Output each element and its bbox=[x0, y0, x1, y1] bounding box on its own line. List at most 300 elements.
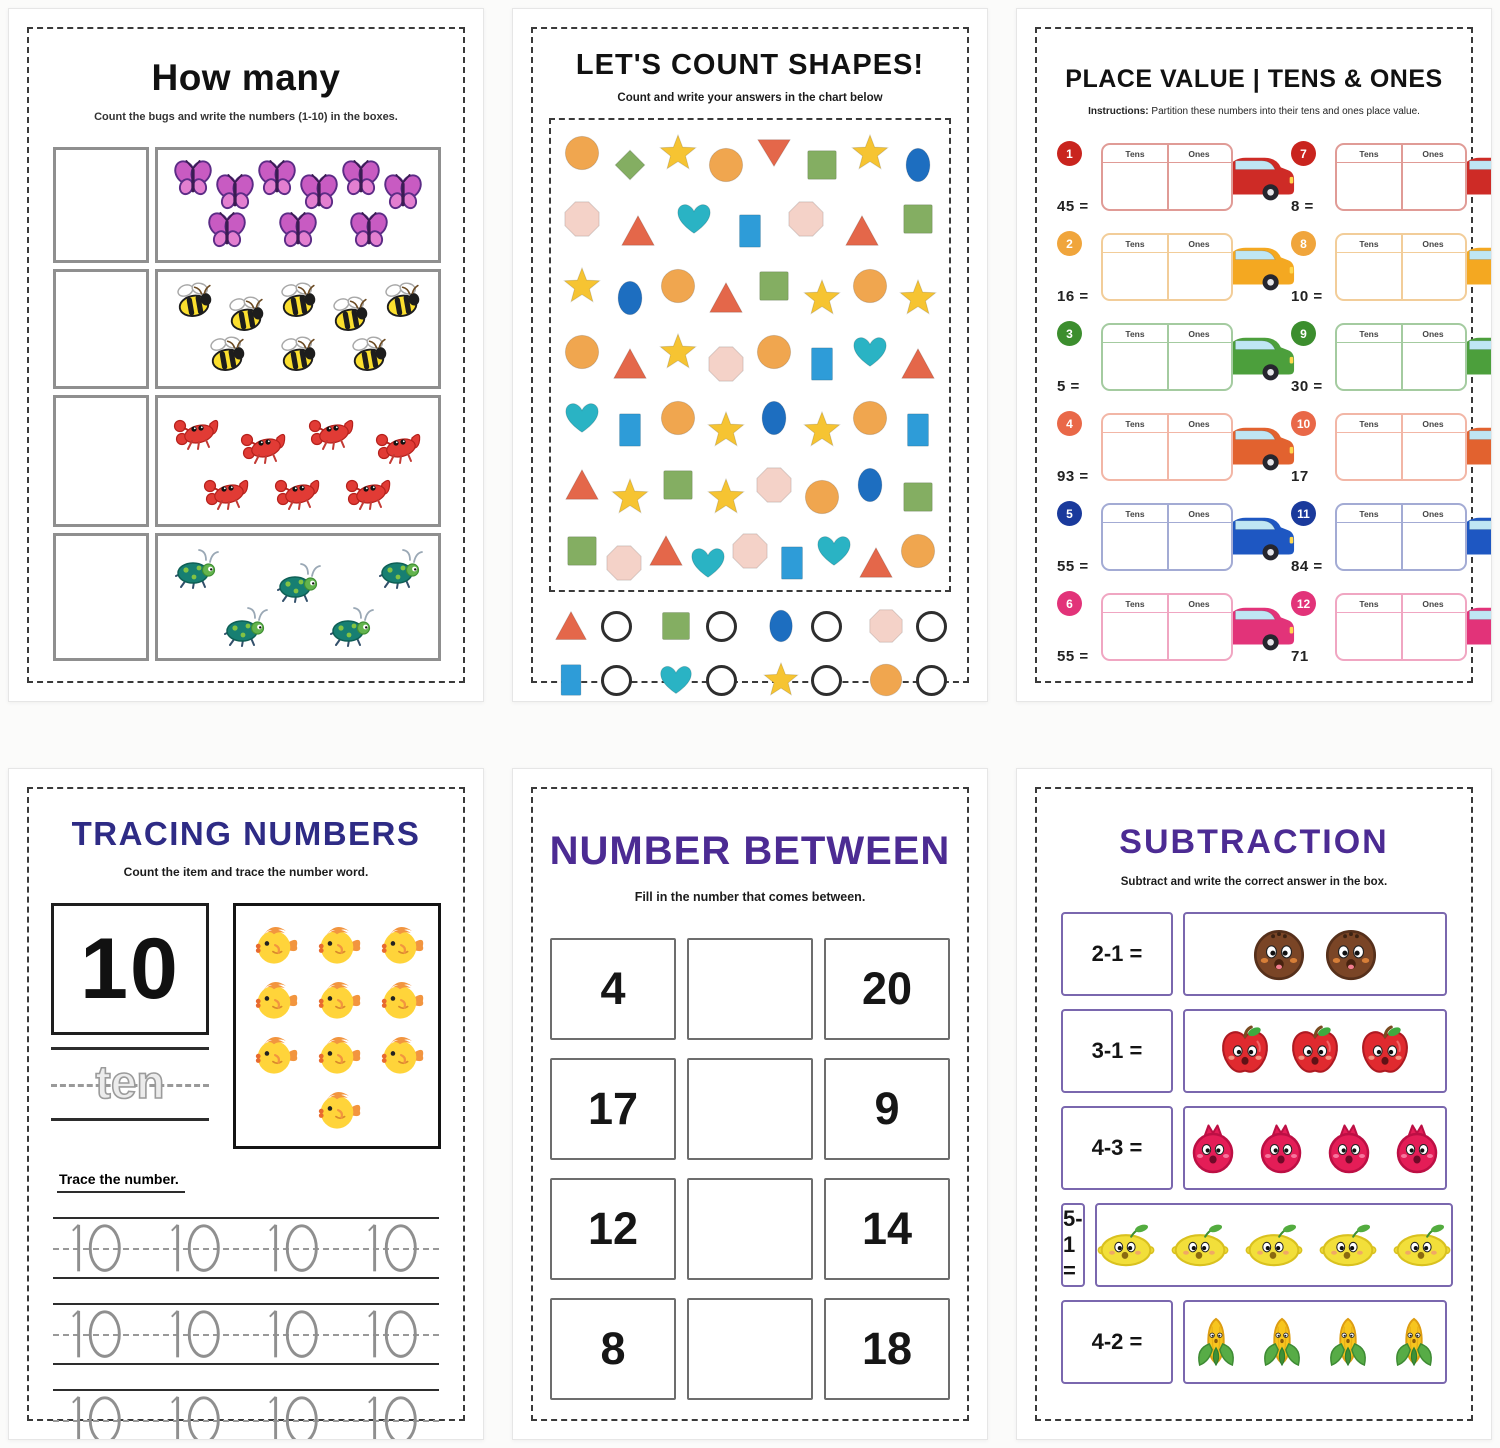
tens-label: Tens bbox=[1359, 329, 1379, 339]
item-number-badge: 1 bbox=[1057, 141, 1082, 166]
circle-shape-icon bbox=[755, 333, 793, 371]
number-box: 8 bbox=[550, 1298, 676, 1400]
star-shape-icon bbox=[659, 333, 697, 371]
tens-write-cell[interactable] bbox=[1103, 523, 1167, 569]
ones-write-cell[interactable] bbox=[1167, 163, 1231, 209]
worksheet-tracing-numbers bbox=[8, 768, 484, 1440]
item-value: 93 = bbox=[1057, 468, 1089, 485]
lemon-icon bbox=[1171, 1216, 1229, 1274]
shape-row bbox=[563, 532, 937, 570]
item-number-badge: 4 bbox=[1057, 411, 1082, 436]
fruit-picture-box bbox=[1183, 1300, 1447, 1384]
subtraction-row bbox=[1061, 1009, 1447, 1093]
butterfly-icon bbox=[340, 158, 382, 200]
tens-ones-area bbox=[1101, 319, 1251, 395]
triangle-shape-icon bbox=[857, 544, 895, 582]
count-answer-box[interactable] bbox=[53, 533, 149, 661]
bug-line bbox=[191, 210, 404, 252]
trace-glyph-row bbox=[53, 1305, 439, 1363]
rect-shape-icon bbox=[731, 212, 769, 250]
butterfly-icon bbox=[206, 210, 248, 252]
instructions-text: Partition these numbers into their tens and ones place value. bbox=[1151, 106, 1420, 117]
shape-row bbox=[563, 134, 937, 172]
count-answer-circle[interactable] bbox=[916, 611, 947, 642]
trace-ten-outline-icon bbox=[264, 1220, 326, 1276]
number-between-grid bbox=[550, 938, 950, 1400]
answer-key-item bbox=[868, 608, 947, 644]
triangle-shape-icon bbox=[611, 345, 649, 383]
lemon-icon bbox=[1319, 1216, 1377, 1274]
triangle-shape-icon bbox=[843, 212, 881, 250]
star-shape-icon bbox=[803, 411, 841, 449]
crab-icon bbox=[374, 420, 424, 470]
star-shape-icon bbox=[707, 411, 745, 449]
page-title: SUBTRACTION bbox=[1119, 823, 1389, 861]
fish-icon bbox=[375, 919, 425, 969]
ones-label: Ones bbox=[1188, 599, 1210, 609]
table-divider bbox=[1167, 325, 1169, 389]
between-answer-box[interactable] bbox=[687, 1298, 813, 1400]
circle-shape-icon bbox=[563, 333, 601, 371]
crab-icon bbox=[239, 420, 289, 470]
tens-ones-area bbox=[1335, 589, 1485, 665]
item-number-badge: 10 bbox=[1291, 411, 1316, 436]
crab-icon bbox=[344, 466, 394, 516]
star-shape-icon bbox=[707, 478, 745, 516]
answer-key-item bbox=[868, 662, 947, 698]
octagon-shape-icon bbox=[787, 200, 825, 238]
butterfly-icon bbox=[298, 172, 340, 214]
tens-write-cell[interactable] bbox=[1337, 343, 1401, 389]
count-answer-circle[interactable] bbox=[706, 611, 737, 642]
subtraction-rows bbox=[1061, 912, 1447, 1384]
page-subtitle: Subtract and write the correct answer in the box. bbox=[1120, 876, 1388, 888]
item-label-column bbox=[1057, 499, 1101, 575]
shapes-field bbox=[549, 118, 951, 592]
between-answer-box[interactable] bbox=[687, 1178, 813, 1280]
answer-key-row bbox=[547, 662, 953, 698]
table-divider bbox=[1167, 235, 1169, 299]
square-shape-icon bbox=[899, 478, 937, 516]
problem-answer-box[interactable]: 4-3 = bbox=[1061, 1106, 1173, 1190]
heart-shape-icon bbox=[563, 399, 601, 437]
trace-writing-line[interactable] bbox=[53, 1389, 439, 1440]
page-subtitle: Count the bugs and write the numbers (1-10) in the boxes. bbox=[94, 111, 398, 123]
bug-line bbox=[168, 544, 428, 592]
tens-ones-table[interactable] bbox=[1335, 413, 1467, 481]
butterfly-icon bbox=[348, 210, 390, 252]
worksheet-subtraction bbox=[1016, 768, 1492, 1440]
triangle-shape-icon bbox=[899, 345, 937, 383]
answer-key-item bbox=[763, 608, 842, 644]
item-label-column bbox=[1291, 319, 1335, 395]
bee-icon bbox=[172, 280, 216, 324]
shape-row bbox=[563, 267, 937, 305]
place-value-item bbox=[1291, 409, 1485, 489]
tens-ones-area bbox=[1101, 229, 1251, 305]
oval-shape-icon bbox=[763, 608, 799, 644]
page-title: PLACE VALUE | TENS & ONES bbox=[1065, 65, 1443, 93]
tens-ones-table[interactable] bbox=[1101, 593, 1233, 661]
beetle-icon bbox=[327, 602, 375, 650]
tens-ones-table[interactable] bbox=[1101, 143, 1233, 211]
butterfly-icon bbox=[256, 158, 298, 200]
shape-row bbox=[563, 399, 937, 437]
tens-write-cell[interactable] bbox=[1337, 523, 1401, 569]
octagon-shape-icon bbox=[707, 345, 745, 383]
item-value: 16 = bbox=[1057, 288, 1089, 305]
fish-icon bbox=[312, 1029, 362, 1079]
ones-write-cell[interactable] bbox=[1401, 523, 1465, 569]
octagon-shape-icon bbox=[868, 608, 904, 644]
item-value: 5 = bbox=[1057, 378, 1080, 395]
item-number-badge: 7 bbox=[1291, 141, 1316, 166]
item-value: 55 = bbox=[1057, 648, 1089, 665]
place-value-item bbox=[1291, 499, 1485, 579]
coconut-icon bbox=[1251, 926, 1307, 982]
corn-icon bbox=[1323, 1317, 1373, 1367]
trace-ten-outline-icon bbox=[166, 1220, 228, 1276]
pomegranate-icon bbox=[1255, 1122, 1307, 1174]
fish-count-box bbox=[233, 903, 441, 1149]
count-answer-circle[interactable] bbox=[706, 665, 737, 696]
item-value: 10 = bbox=[1291, 288, 1323, 305]
page-title: How many bbox=[151, 57, 341, 98]
table-divider bbox=[1401, 235, 1403, 299]
ones-write-cell[interactable] bbox=[1401, 343, 1465, 389]
circle-shape-icon bbox=[899, 532, 937, 570]
problem-answer-box[interactable]: 2-1 = bbox=[1061, 912, 1173, 996]
bug-group bbox=[155, 395, 441, 527]
tens-ones-table[interactable] bbox=[1335, 503, 1467, 571]
rect-shape-icon bbox=[611, 411, 649, 449]
between-answer-box[interactable] bbox=[687, 938, 813, 1040]
triangle-shape-icon bbox=[707, 279, 745, 317]
bee-icon bbox=[347, 334, 391, 378]
item-value: 84 = bbox=[1291, 558, 1323, 575]
tens-ones-area bbox=[1335, 229, 1485, 305]
butterfly-icon bbox=[277, 210, 319, 252]
crab-icon bbox=[172, 406, 222, 456]
ones-label: Ones bbox=[1188, 329, 1210, 339]
ones-label: Ones bbox=[1188, 419, 1210, 429]
corn-icon bbox=[1191, 1317, 1241, 1367]
butterfly-icon bbox=[382, 172, 424, 214]
number-box: 4 bbox=[550, 938, 676, 1040]
place-value-item bbox=[1057, 409, 1251, 489]
item-value: 71 bbox=[1291, 648, 1309, 665]
ones-write-cell[interactable] bbox=[1167, 523, 1231, 569]
ones-write-cell[interactable] bbox=[1401, 613, 1465, 659]
item-value: 45 = bbox=[1057, 198, 1089, 215]
tens-write-cell[interactable] bbox=[1337, 613, 1401, 659]
tens-label: Tens bbox=[1125, 149, 1145, 159]
corn-icon bbox=[1257, 1317, 1307, 1367]
circle-shape-icon bbox=[659, 399, 697, 437]
table-divider bbox=[1401, 145, 1403, 209]
heart-shape-icon bbox=[689, 544, 727, 582]
problem-answer-box[interactable]: 5-1 = bbox=[1061, 1203, 1085, 1287]
triangle_down-shape-icon bbox=[755, 134, 793, 172]
apple-icon bbox=[1218, 1024, 1272, 1078]
item-number-badge: 12 bbox=[1291, 591, 1316, 616]
star-shape-icon bbox=[659, 134, 697, 172]
butterfly-icon bbox=[214, 172, 256, 214]
tens-write-cell[interactable] bbox=[1337, 253, 1401, 299]
tens-ones-table[interactable] bbox=[1335, 323, 1467, 391]
square-shape-icon bbox=[803, 146, 841, 184]
octagon-shape-icon bbox=[731, 532, 769, 570]
circle-shape-icon bbox=[868, 662, 904, 698]
tens-label: Tens bbox=[1125, 599, 1145, 609]
fish-icon bbox=[312, 919, 362, 969]
tens-write-cell[interactable] bbox=[1103, 253, 1167, 299]
square-shape-icon bbox=[658, 608, 694, 644]
butterfly-icon bbox=[172, 158, 214, 200]
item-label-column bbox=[1291, 139, 1335, 215]
count-table bbox=[53, 147, 439, 661]
tens-write-cell[interactable] bbox=[1103, 343, 1167, 389]
square-shape-icon bbox=[659, 466, 697, 504]
trace-ten-outline-icon bbox=[67, 1306, 129, 1362]
bug-group bbox=[155, 533, 441, 661]
count-answer-box[interactable] bbox=[53, 395, 149, 527]
ones-label: Ones bbox=[1422, 419, 1444, 429]
bug-line bbox=[191, 466, 404, 516]
number-box: 12 bbox=[550, 1178, 676, 1280]
place-value-item bbox=[1057, 319, 1251, 399]
diamond-shape-icon bbox=[611, 146, 649, 184]
heart-shape-icon bbox=[815, 532, 853, 570]
worksheet-place-value bbox=[1016, 8, 1492, 702]
item-number-badge: 3 bbox=[1057, 321, 1082, 346]
trace-ten-outline-icon bbox=[363, 1306, 425, 1362]
tens-label: Tens bbox=[1125, 509, 1145, 519]
trace-word: ten bbox=[95, 1056, 165, 1108]
answer-key-item bbox=[658, 608, 737, 644]
beetle-icon bbox=[172, 544, 220, 592]
tens-label: Tens bbox=[1359, 239, 1379, 249]
count-answer-box[interactable] bbox=[53, 269, 149, 389]
trace-glyph-row bbox=[53, 1391, 439, 1440]
worksheet-count-shapes bbox=[512, 8, 988, 702]
item-value: 17 bbox=[1291, 468, 1309, 485]
tens-ones-table[interactable] bbox=[1101, 413, 1233, 481]
bee-icon bbox=[380, 280, 424, 324]
tens-label: Tens bbox=[1359, 509, 1379, 519]
fish-icon bbox=[312, 974, 362, 1024]
circle-shape-icon bbox=[851, 399, 889, 437]
number-box: 18 bbox=[824, 1298, 950, 1400]
page-subtitle: Fill in the number that comes between. bbox=[634, 890, 866, 904]
beetle-icon bbox=[221, 602, 269, 650]
trace-writing-line[interactable] bbox=[53, 1217, 439, 1279]
number-box: 9 bbox=[824, 1058, 950, 1160]
ones-write-cell[interactable] bbox=[1167, 433, 1231, 479]
ones-write-cell[interactable] bbox=[1401, 433, 1465, 479]
trace-writing-line[interactable] bbox=[53, 1303, 439, 1365]
shape-row bbox=[563, 200, 937, 238]
fish-icon bbox=[249, 974, 299, 1024]
place-value-item bbox=[1291, 589, 1485, 669]
problem-answer-box[interactable]: 4-2 = bbox=[1061, 1300, 1173, 1384]
problem-answer-box[interactable]: 3-1 = bbox=[1061, 1009, 1173, 1093]
count-answer-circle[interactable] bbox=[601, 611, 632, 642]
tens-write-cell[interactable] bbox=[1103, 433, 1167, 479]
tens-ones-table[interactable] bbox=[1335, 143, 1467, 211]
bug-line bbox=[168, 158, 428, 200]
trace-ten-outline-icon bbox=[67, 1220, 129, 1276]
item-number-badge: 9 bbox=[1291, 321, 1316, 346]
bug-group bbox=[155, 269, 441, 389]
table-divider bbox=[1401, 505, 1403, 569]
tens-label: Tens bbox=[1125, 239, 1145, 249]
tens-write-cell[interactable] bbox=[1103, 613, 1167, 659]
between-answer-box[interactable] bbox=[687, 1058, 813, 1160]
circle-shape-icon bbox=[659, 267, 697, 305]
subtraction-row bbox=[1061, 912, 1447, 996]
fruit-picture-box bbox=[1095, 1203, 1453, 1287]
ones-write-cell[interactable] bbox=[1401, 163, 1465, 209]
bee-icon bbox=[328, 294, 372, 338]
trace-ten-outline-icon bbox=[363, 1392, 425, 1440]
tens-ones-table[interactable] bbox=[1101, 323, 1233, 391]
bee-icon bbox=[224, 294, 268, 338]
tens-write-cell[interactable] bbox=[1337, 163, 1401, 209]
octagon-shape-icon bbox=[755, 466, 793, 504]
apple-icon bbox=[1358, 1024, 1412, 1078]
tens-ones-area bbox=[1101, 589, 1251, 665]
worksheet-number-between bbox=[512, 768, 988, 1440]
coconut-icon bbox=[1323, 926, 1379, 982]
heart-shape-icon bbox=[675, 200, 713, 238]
trace-ten-outline-icon bbox=[166, 1392, 228, 1440]
count-answer-circle[interactable] bbox=[601, 665, 632, 696]
ones-write-cell[interactable] bbox=[1167, 253, 1231, 299]
octagon-shape-icon bbox=[563, 200, 601, 238]
item-label-column bbox=[1291, 229, 1335, 305]
triangle-shape-icon bbox=[563, 466, 601, 504]
tens-label: Tens bbox=[1125, 329, 1145, 339]
table-divider bbox=[1401, 595, 1403, 659]
rect-shape-icon bbox=[803, 345, 841, 383]
item-value: 30 = bbox=[1291, 378, 1323, 395]
lemon-icon bbox=[1097, 1216, 1155, 1274]
corn-icon bbox=[1389, 1317, 1439, 1367]
tens-write-cell[interactable] bbox=[1103, 163, 1167, 209]
fish-row bbox=[242, 1029, 432, 1079]
circle-shape-icon bbox=[563, 134, 601, 172]
fish-icon bbox=[249, 1029, 299, 1079]
page-title: TRACING NUMBERS bbox=[71, 815, 421, 852]
crab-icon bbox=[307, 406, 357, 456]
shapes-answer-key bbox=[547, 608, 953, 698]
ones-label: Ones bbox=[1422, 329, 1444, 339]
number-box: 20 bbox=[824, 938, 950, 1040]
tens-write-cell[interactable] bbox=[1337, 433, 1401, 479]
oval-shape-icon bbox=[899, 146, 937, 184]
answer-key-item bbox=[553, 608, 632, 644]
oval-shape-icon bbox=[611, 279, 649, 317]
rect-shape-icon bbox=[553, 662, 589, 698]
tens-ones-table[interactable] bbox=[1335, 593, 1467, 661]
bug-group bbox=[155, 147, 441, 263]
trace-section-label: Trace the number. bbox=[57, 1171, 185, 1193]
tens-ones-area bbox=[1335, 409, 1485, 485]
worksheet-how-many bbox=[8, 8, 484, 702]
pomegranate-icon bbox=[1391, 1122, 1443, 1174]
big-number-box bbox=[51, 903, 209, 1035]
ones-write-cell[interactable] bbox=[1167, 343, 1231, 389]
item-value: 55 = bbox=[1057, 558, 1089, 575]
place-value-item bbox=[1291, 229, 1485, 309]
tens-ones-table[interactable] bbox=[1335, 233, 1467, 301]
lemon-icon bbox=[1393, 1216, 1451, 1274]
star-shape-icon bbox=[803, 279, 841, 317]
ones-write-cell[interactable] bbox=[1167, 613, 1231, 659]
item-value: 8 = bbox=[1291, 198, 1314, 215]
trace-glyph-row bbox=[53, 1219, 439, 1277]
tens-ones-table[interactable] bbox=[1101, 503, 1233, 571]
shape-row bbox=[563, 466, 937, 504]
trace-ten-outline-icon bbox=[363, 1220, 425, 1276]
fish-icon bbox=[249, 919, 299, 969]
place-value-item bbox=[1057, 229, 1251, 309]
item-number-badge: 6 bbox=[1057, 591, 1082, 616]
star-shape-icon bbox=[851, 134, 889, 172]
table-divider bbox=[1167, 415, 1169, 479]
ones-write-cell[interactable] bbox=[1401, 253, 1465, 299]
answer-key-item bbox=[658, 662, 737, 698]
tens-ones-table[interactable] bbox=[1101, 233, 1233, 301]
bee-icon bbox=[276, 334, 320, 378]
bee-icon bbox=[205, 334, 249, 378]
count-answer-circle[interactable] bbox=[811, 665, 842, 696]
tens-ones-area bbox=[1101, 139, 1251, 215]
circle-shape-icon bbox=[803, 478, 841, 516]
oval-shape-icon bbox=[755, 399, 793, 437]
bee-icon bbox=[276, 280, 320, 324]
subtraction-row bbox=[1061, 1106, 1447, 1190]
pomegranate-icon bbox=[1323, 1122, 1375, 1174]
place-value-item bbox=[1057, 589, 1251, 669]
item-label-column bbox=[1291, 409, 1335, 485]
ones-label: Ones bbox=[1188, 509, 1210, 519]
square-shape-icon bbox=[563, 532, 601, 570]
page-instructions bbox=[1057, 106, 1451, 117]
page-subtitle: Count and write your answers in the chart below bbox=[617, 92, 883, 104]
trace-ten-outline-icon bbox=[264, 1306, 326, 1362]
rect-shape-icon bbox=[899, 411, 937, 449]
tens-ones-area bbox=[1335, 499, 1485, 575]
count-answer-circle[interactable] bbox=[916, 665, 947, 696]
answer-key-item bbox=[553, 662, 632, 698]
oval-shape-icon bbox=[851, 466, 889, 504]
answer-key-item bbox=[763, 662, 842, 698]
circle-shape-icon bbox=[707, 146, 745, 184]
count-answer-box[interactable] bbox=[53, 147, 149, 263]
count-answer-circle[interactable] bbox=[811, 611, 842, 642]
bug-line bbox=[168, 280, 428, 324]
circle-shape-icon bbox=[851, 267, 889, 305]
ones-label: Ones bbox=[1422, 599, 1444, 609]
subtraction-row bbox=[1061, 1300, 1447, 1384]
word-trace-area[interactable] bbox=[51, 1047, 209, 1121]
place-value-grid bbox=[1057, 139, 1451, 669]
place-value-item bbox=[1057, 499, 1251, 579]
trace-ten-outline-icon bbox=[264, 1392, 326, 1440]
page-title: NUMBER BETWEEN bbox=[549, 829, 951, 873]
